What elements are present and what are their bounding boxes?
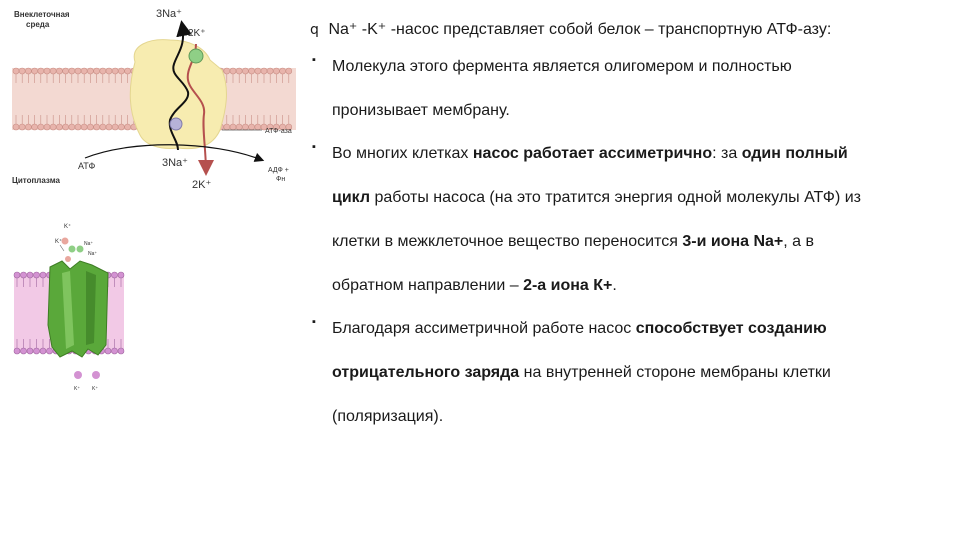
- k-label-top: K⁺: [64, 224, 72, 230]
- lipid-head: [40, 348, 46, 354]
- lipid-head: [50, 124, 56, 130]
- na-label-top: Na⁺: [84, 241, 94, 247]
- na-ion-1: [69, 246, 76, 253]
- lipid-head: [267, 68, 273, 74]
- text-run: .: [612, 277, 617, 294]
- lipid-head: [112, 124, 118, 130]
- lipid-head: [40, 272, 46, 278]
- text-run: Благодаря ассиметричной работе насос: [332, 320, 636, 337]
- text-run: , а в: [783, 233, 814, 250]
- na-bottom-label: 3Na⁺: [162, 157, 188, 169]
- lipid-head: [118, 124, 124, 130]
- bold-text: 2-а иона К+: [523, 277, 613, 294]
- na-ion-2: [77, 246, 84, 253]
- lipid-head: [224, 124, 230, 130]
- lipid-head: [236, 124, 242, 130]
- bullet-item: [310, 316, 950, 430]
- text-run: обратном направлении –: [332, 277, 524, 294]
- lipid-head: [56, 68, 62, 74]
- lipid-head: [38, 124, 44, 130]
- lipid-head: [19, 68, 25, 74]
- lipid-head: [118, 348, 124, 354]
- lipid-head: [63, 124, 69, 130]
- lipid-head: [105, 348, 111, 354]
- lipid-head: [249, 124, 255, 130]
- lipid-head: [47, 348, 53, 354]
- lipid-head: [125, 68, 131, 74]
- bold-text: насос работает ассиметрично: [472, 145, 713, 162]
- lipid-head: [273, 68, 279, 74]
- lipid-head: [32, 124, 38, 130]
- k-label-b1: K⁺: [74, 386, 80, 392]
- k-ion-3: [74, 371, 82, 379]
- cytoplasm-label: Цитоплазма: [12, 176, 60, 185]
- lipid-head: [236, 68, 242, 74]
- text-panel: [310, 18, 950, 447]
- heading-text: Na⁺ -K⁺ -насос представляет собой белок – транспортную АТФ-азу:: [328, 21, 832, 38]
- text-run: пронизывает мембрану.: [332, 102, 510, 119]
- bullet-line: [332, 316, 950, 342]
- lipid-head: [27, 348, 33, 354]
- lipid-head: [44, 68, 50, 74]
- lipid-head: [230, 68, 236, 74]
- heading-bullet: q: [310, 22, 319, 38]
- bold-text: способствует созданию: [635, 320, 827, 337]
- lipid-head: [118, 68, 124, 74]
- lipid-head: [81, 124, 87, 130]
- lipid-head: [255, 124, 261, 130]
- bullet-line: [332, 141, 950, 167]
- bullet-line: [332, 98, 950, 124]
- lipid-head: [242, 124, 248, 130]
- lipid-head: [75, 124, 81, 130]
- lipid-head: [14, 348, 20, 354]
- lipid-head: [87, 68, 93, 74]
- bullet-item: [310, 141, 950, 299]
- text-run: клетки в межклеточное вещество переносится: [332, 233, 683, 250]
- adp-label-2: Фн: [276, 176, 286, 183]
- na-ion-bound: [170, 118, 182, 130]
- lipid-head: [44, 124, 50, 130]
- bullet-line: [332, 229, 950, 255]
- outside-label-1: Внеклеточная: [14, 10, 70, 19]
- bullet-item: [310, 54, 950, 124]
- na-top-label: 3Na⁺: [156, 8, 182, 20]
- pump-diagram-top: [0, 0, 300, 210]
- lipid-head: [125, 124, 131, 130]
- lipid-head: [81, 68, 87, 74]
- lipid-head: [249, 68, 255, 74]
- lipid-head: [21, 272, 27, 278]
- bullet-marker: ▪: [312, 316, 316, 328]
- atpase-label: АТФ-аза: [265, 128, 292, 135]
- text-run: Во многих клетках: [332, 145, 473, 162]
- k-ion-2: [65, 256, 71, 262]
- heading: [310, 18, 950, 42]
- na-label-mid: Na⁺: [88, 251, 98, 257]
- text-run: работы насоса (на это тратится энергия одной молекулы АТФ) из: [370, 189, 861, 206]
- lipid-head: [25, 68, 31, 74]
- text-run: : за: [712, 145, 742, 162]
- lipid-head: [14, 272, 20, 278]
- adp-label-1: АДФ +: [268, 167, 289, 174]
- lipid-head: [27, 272, 33, 278]
- bullet-marker: ▪: [312, 141, 316, 153]
- lipid-head: [75, 68, 81, 74]
- k-label-b2: K⁺: [92, 386, 98, 392]
- lipid-head: [261, 68, 267, 74]
- bullet-line: [332, 360, 950, 386]
- lipid-head: [69, 68, 75, 74]
- text-run: Молекула этого фермента является олигомером и полностью: [332, 58, 792, 75]
- bullet-line: [332, 273, 950, 299]
- lipid-head: [69, 124, 75, 130]
- bullet-line: [332, 404, 950, 430]
- lipid-head: [106, 124, 112, 130]
- bullet-list: [310, 54, 950, 430]
- k-ion-4: [92, 371, 100, 379]
- bold-text: один полный: [741, 145, 848, 162]
- ion-leader-1: [60, 245, 64, 251]
- lipid-head: [112, 348, 118, 354]
- lipid-head: [87, 124, 93, 130]
- lipid-head: [94, 124, 100, 130]
- lipid-head: [112, 272, 118, 278]
- pump-diagram-bottom: [0, 215, 140, 415]
- lipid-head: [63, 68, 69, 74]
- lipid-head: [118, 272, 124, 278]
- k-ion-bound: [189, 49, 203, 63]
- outside-label-2: среда: [26, 20, 50, 29]
- lipid-head: [21, 348, 27, 354]
- lipid-head: [100, 124, 106, 130]
- lipid-head: [224, 68, 230, 74]
- bullet-marker: ▪: [312, 54, 316, 66]
- bold-text: 3-и иона Na+: [682, 233, 784, 250]
- lipid-head: [230, 124, 236, 130]
- k-top-label: 2K⁺: [188, 28, 206, 39]
- lipid-head: [100, 68, 106, 74]
- text-run: (поляризация).: [332, 408, 444, 425]
- lipid-head: [106, 68, 112, 74]
- lipid-head: [25, 124, 31, 130]
- lipid-head: [13, 68, 19, 74]
- bullet-line: [332, 185, 950, 211]
- lipid-head: [34, 272, 40, 278]
- k-ion-1: [62, 238, 69, 245]
- lipid-head: [280, 68, 286, 74]
- bold-text: цикл: [332, 189, 371, 206]
- lipid-head: [34, 348, 40, 354]
- lipid-head: [286, 68, 292, 74]
- lipid-head: [19, 124, 25, 130]
- lipid-head: [242, 68, 248, 74]
- k-bottom-label: 2K⁺: [192, 179, 212, 191]
- text-run: на внутренней стороне мембраны клетки: [519, 364, 831, 381]
- lipid-head: [13, 124, 19, 130]
- lipid-head: [50, 68, 56, 74]
- lipid-head: [38, 68, 44, 74]
- lipid-head: [32, 68, 38, 74]
- lipid-head: [255, 68, 261, 74]
- bold-text: отрицательного заряда: [332, 364, 520, 381]
- bullet-line: [332, 54, 950, 80]
- k-label-left: K⁺: [55, 239, 63, 245]
- lipid-head: [94, 68, 100, 74]
- channel-protein: [48, 261, 108, 357]
- lipid-head: [112, 68, 118, 74]
- lipid-head: [56, 124, 62, 130]
- atp-label: АТФ: [78, 161, 96, 171]
